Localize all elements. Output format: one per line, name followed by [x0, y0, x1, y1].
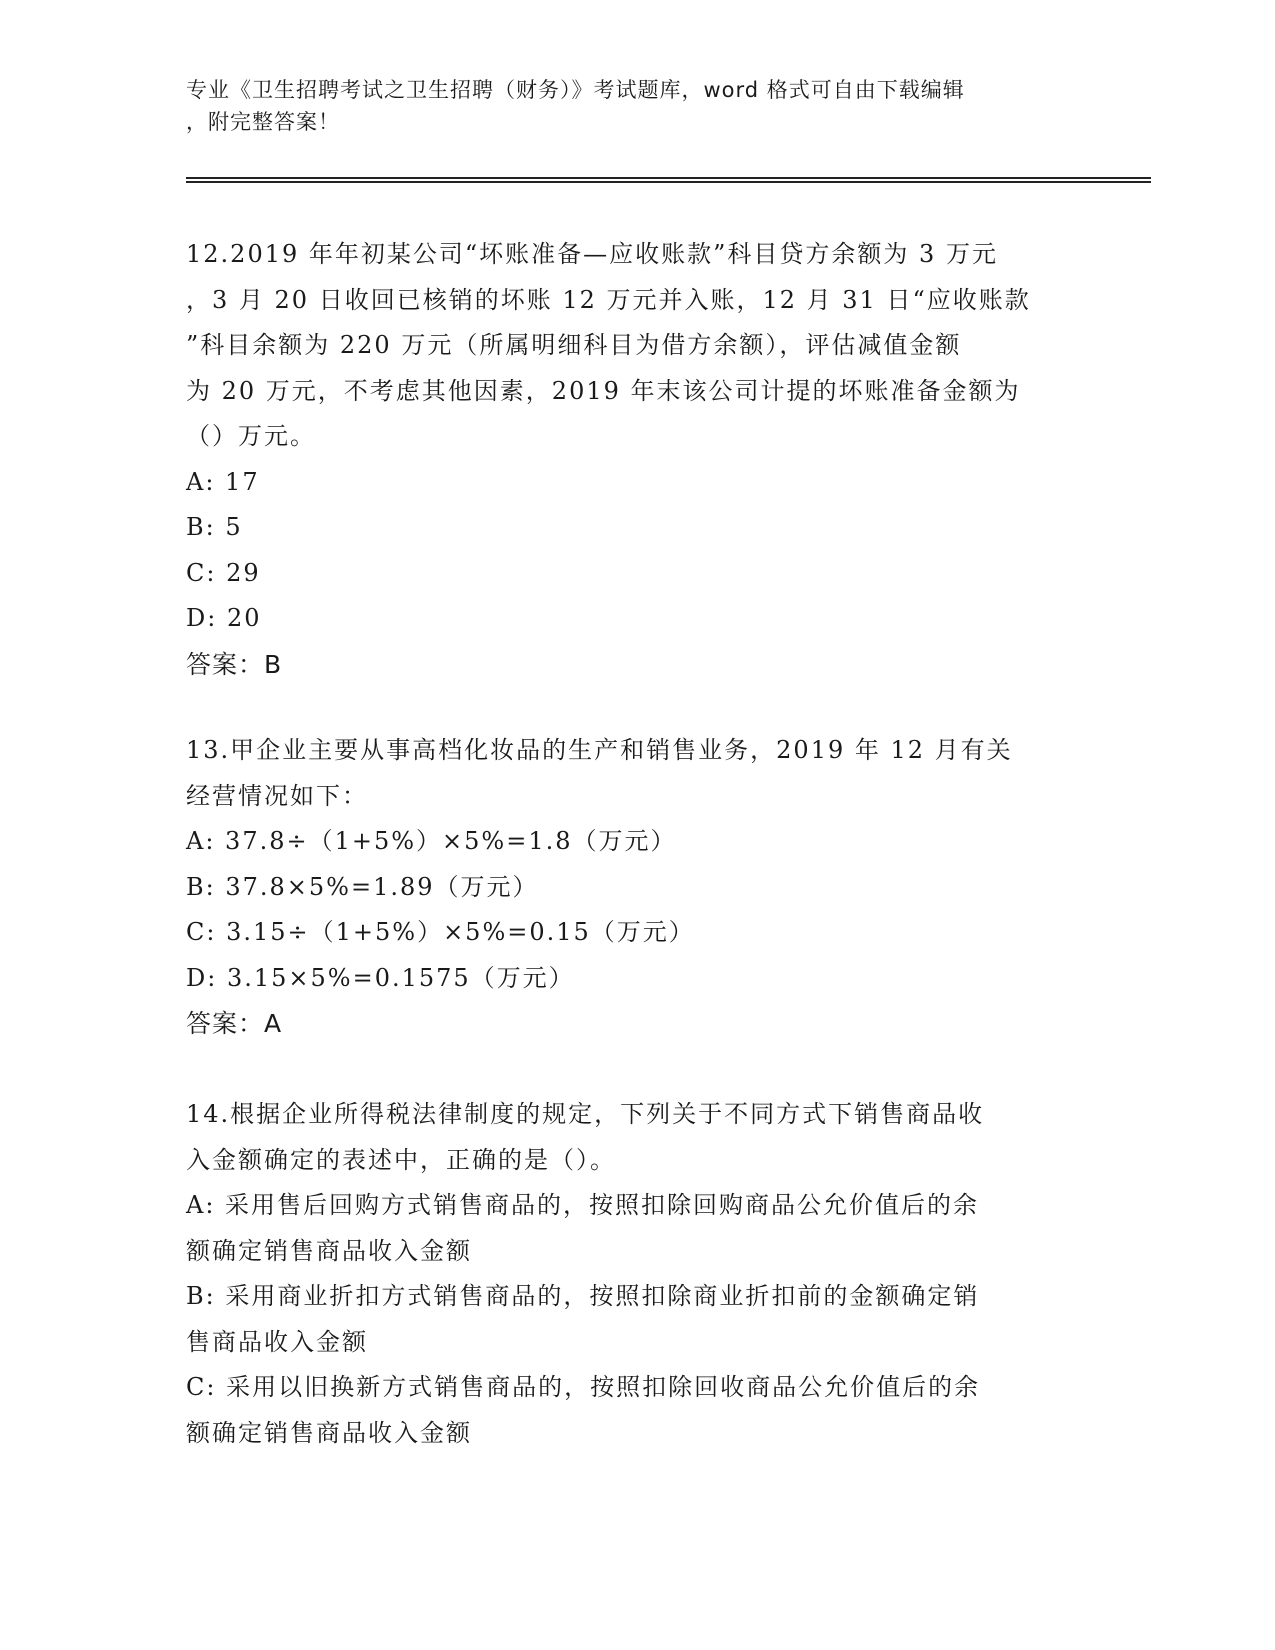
option-c-continued: 额确定销售商品收入金额: [186, 1418, 472, 1447]
option-b-continued: 售商品收入金额: [186, 1327, 368, 1356]
stem-line: ，3 月 20 日收回已核销的坏账 12 万元并入账，12 月 31 日“应收账款: [186, 285, 1031, 314]
stem-line: 为 20 万元，不考虑其他因素，2019 年末该公司计提的坏账准备金额为: [186, 376, 1021, 405]
header-line: ，附完整答案！: [186, 110, 340, 134]
question-14: [186, 1092, 1086, 1456]
option-a: A: 37.8÷（1+5%）×5%=1.8（万元）: [186, 827, 677, 855]
option-a: A: 采用售后回购方式销售商品的，按照扣除回购商品公允价值后的余: [186, 1191, 980, 1219]
document-header: [186, 74, 1066, 138]
question-13: [186, 728, 1086, 1047]
option-a-continued: 额确定销售商品收入金额: [186, 1236, 472, 1265]
question-stem: [186, 728, 1086, 819]
question-stem: [186, 232, 1086, 460]
question-stem: [186, 1092, 1086, 1183]
question-12: [186, 232, 1086, 687]
stem-line: 入金额确定的表述中，正确的是（）。: [186, 1145, 616, 1174]
header-divider: [186, 177, 1151, 183]
stem-line: ”科目余额为 220 万元（所属明细科目为借方余额），评估减值金额: [186, 331, 962, 359]
option-c: C: 29: [186, 558, 261, 587]
answer-label: 答案：B: [186, 649, 283, 679]
stem-line: 经营情况如下：: [186, 781, 368, 810]
option-a: A: 17: [186, 467, 260, 496]
option-c: C: 采用以旧换新方式销售商品的，按照扣除回收商品公允价值后的余: [186, 1373, 981, 1401]
option-b: B: 5: [186, 513, 243, 541]
stem-line: 12.2019 年年初某公司“坏账准备—应收账款”科目贷方余额为 3 万元: [186, 240, 998, 268]
option-d: D: 20: [186, 604, 262, 632]
header-line: 专业《卫生招聘考试之卫生招聘（财务）》考试题库，word 格式可自由下载编辑: [186, 78, 965, 102]
option-b: B: 37.8×5%=1.89（万元）: [186, 872, 539, 901]
option-d: D: 3.15×5%=0.1575（万元）: [186, 963, 575, 992]
answer-label: 答案：A: [186, 1009, 283, 1038]
stem-line: （）万元。: [186, 422, 316, 450]
option-b: B: 采用商业折扣方式销售商品的，按照扣除商业折扣前的金额确定销: [186, 1282, 980, 1310]
option-c: C: 3.15÷（1+5%）×5%=0.15（万元）: [186, 918, 695, 946]
stem-line: 13.甲企业主要从事高档化妆品的生产和销售业务，2019 年 12 月有关: [186, 736, 1013, 764]
stem-line: 14.根据企业所得税法律制度的规定，下列关于不同方式下销售商品收: [186, 1100, 985, 1128]
